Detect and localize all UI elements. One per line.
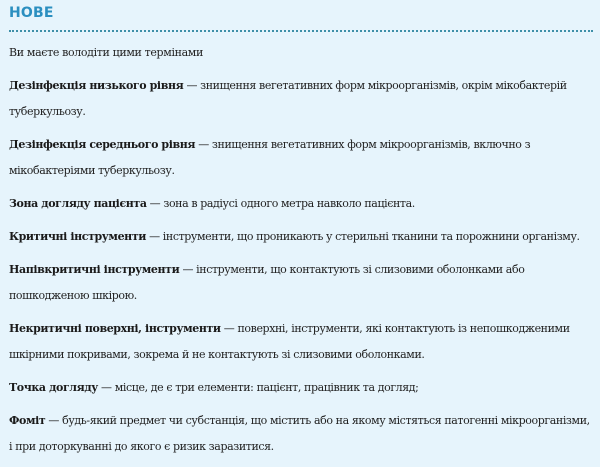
term-definition: поверхні, інструменти, які контактують із непошкодженими шкірними покривами, зокрема й не контактують зі слизовими оболонками. [9, 322, 570, 361]
term-entry [9, 316, 595, 368]
term-definition: знищення вегетативних форм мікроорганізмів, окрім мікобактерій туберкульозу. [9, 79, 567, 118]
term-definition: інструменти, що контактують зі слизовими оболонками або пошкодженою шкірою. [9, 263, 525, 302]
term-title: Критичні інструменти [9, 230, 146, 243]
term-separator: — [195, 138, 212, 151]
section-title: НОВЕ [9, 5, 54, 21]
term-separator: — [220, 322, 238, 335]
term-separator: — [179, 263, 197, 276]
term-title: Фоміт [9, 414, 46, 427]
term-entry [9, 132, 595, 184]
term-definition: зона в радіусі одного метра навколо пацієнта. [163, 197, 415, 210]
term-entry [9, 73, 595, 125]
term-definition: інструменти, що проникають у стерильні тканини та порожнини організму. [162, 230, 580, 243]
term-separator: — [97, 381, 115, 394]
term-definition: будь-який предмет чи субстанція, що містить або на якому містяться патогенні мікроорганізми, і при доторкуванні до якого є ризик заразитися. [9, 414, 590, 453]
term-definition: знищення вегетативних форм мікроорганізмів, включно з мікобактеріями туберкульозу. [9, 138, 531, 177]
intro-text: Ви маєте володіти цими термінами [9, 46, 203, 59]
term-separator: — [146, 197, 164, 210]
term-title: Точка догляду [9, 381, 98, 394]
term-title: Напівкритичні інструменти [9, 263, 180, 276]
term-title: Дезінфекція середнього рівня [9, 138, 196, 151]
term-separator: — [183, 79, 201, 92]
term-entry [9, 224, 595, 250]
term-definition: місце, де є три елементи: пацієнт, працівник та догляд; [114, 381, 419, 394]
term-title: Зона догляду пацієнта [9, 197, 147, 210]
glossary-content [9, 40, 595, 467]
term-separator: — [45, 414, 63, 427]
term-entry [9, 191, 595, 217]
dotted-divider [9, 30, 593, 32]
term-title: Некритичні поверхні, інструменти [9, 322, 221, 335]
term-entry [9, 375, 595, 401]
term-entry [9, 257, 595, 309]
term-title: Дезінфекція низького рівня [9, 79, 184, 92]
term-separator: — [146, 230, 163, 243]
term-entry [9, 408, 595, 460]
